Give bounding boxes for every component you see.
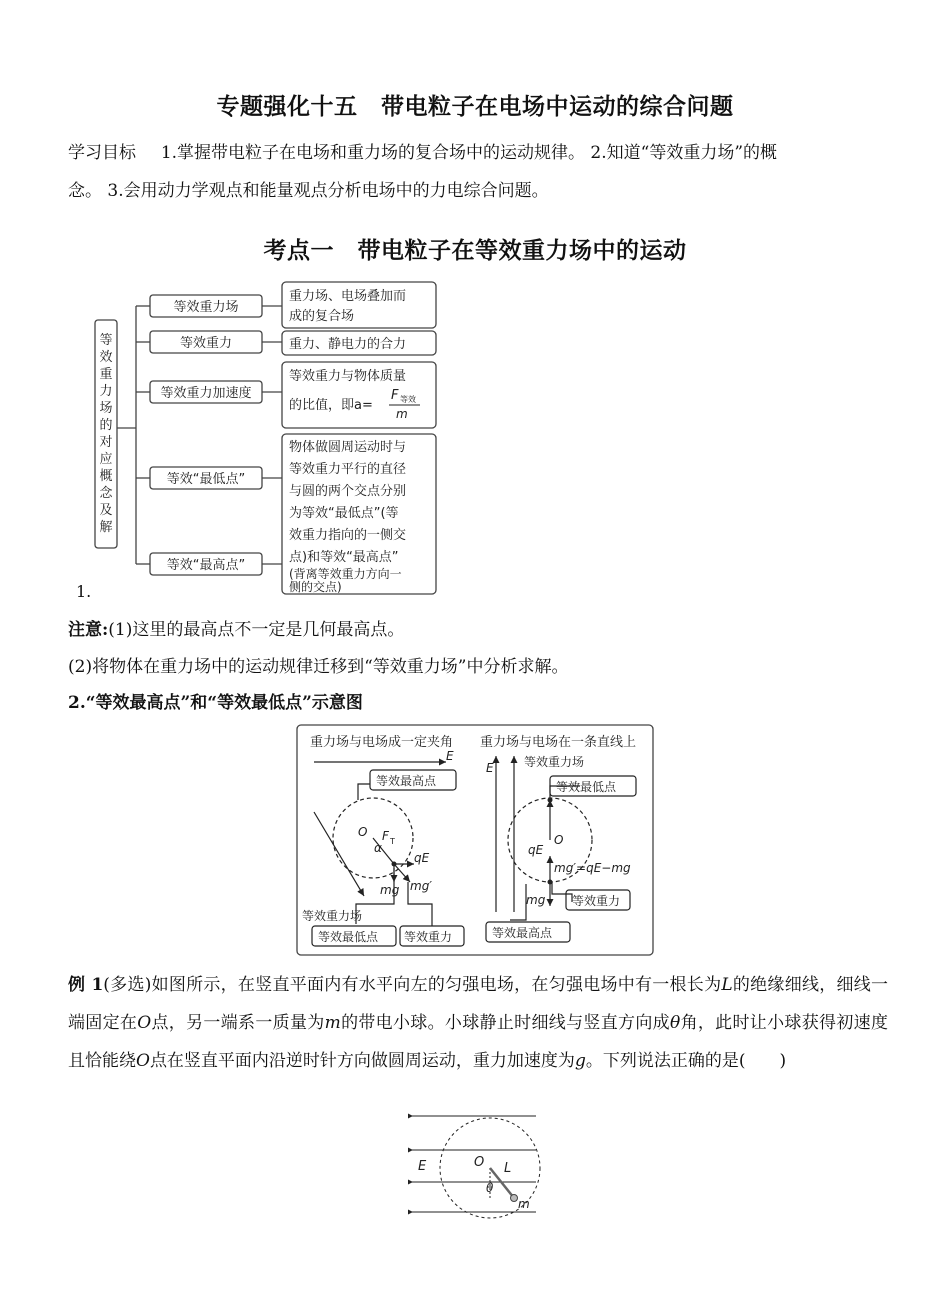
label-right-field: 等效重力场 (524, 755, 585, 769)
concept-desc: 重力、静电力的合力 (289, 337, 407, 352)
label-FT: F (382, 829, 389, 843)
root-char: 等 (99, 333, 113, 348)
label-formula: mg′=qE−mg (554, 861, 631, 875)
concept-desc: (背离等效重力方向一 (289, 567, 402, 581)
root-char: 力 (99, 384, 113, 399)
concept-desc: 与圆的两个交点分别 (289, 484, 407, 499)
label-mgp: mg′ (410, 879, 433, 893)
point2-heading: 2.“等效最高点”和“等效最低点”示意图 (68, 693, 363, 713)
var-L: L (721, 975, 733, 995)
concept-desc: 成的复合场 (289, 309, 355, 324)
concept-desc: 物体做圆周运动时与 (289, 440, 407, 455)
label-O: O (358, 825, 368, 839)
root-char: 重 (99, 367, 113, 382)
root-char: 念 (99, 486, 113, 501)
label-mg-right: mg (526, 893, 546, 907)
section-title: 考点一 带电粒子在等效重力场中的运动 (263, 238, 687, 264)
fig-m: m (518, 1197, 530, 1211)
var-g: g (574, 1051, 586, 1071)
box-gravity-right: 等效重力 (572, 894, 621, 908)
label-qE: qE (414, 851, 430, 865)
concept-label: 等效重力场 (173, 300, 239, 315)
page-title: 专题强化十五 带电粒子在电场中运动的综合问题 (216, 94, 734, 120)
concept-label: 等效“最高点” (166, 558, 246, 573)
var-m: m (324, 1013, 341, 1033)
box-highest-right: 等效最高点 (492, 926, 553, 940)
label-field-left: 等效重力场 (302, 909, 363, 923)
root-char: 的 (99, 418, 113, 433)
formula-den: m (396, 407, 408, 421)
root-char: 场 (99, 401, 113, 416)
concept-desc: 重力场、电场叠加而 (289, 289, 407, 304)
note-line-1 (68, 615, 404, 640)
root-char: 效 (99, 350, 113, 365)
example-text: 点在竖直平面内沿逆时针方向做圆周运动，重力加速度为 (149, 1051, 575, 1071)
fig-E: E (418, 1159, 427, 1174)
root-char: 应 (99, 452, 113, 467)
item-number: 1. (76, 582, 92, 601)
concept-label: 等效“最低点” (166, 472, 246, 487)
right-title: 重力场与电场在一条直线上 (480, 735, 637, 750)
note-line-2: (2)将物体在重力场中的运动规律迁移到“等效重力场”中分析求解。 (68, 657, 569, 677)
concept-desc: 点)和等效“最高点” (289, 550, 399, 565)
box-lowest-right: 等效最低点 (556, 780, 617, 794)
fig-theta: θ (486, 1181, 494, 1195)
formula-num: F (391, 388, 399, 403)
label-mg: mg (380, 883, 400, 897)
example-text: 的带电小球。小球静止时细线与竖直方向成 (340, 1013, 670, 1033)
example-tag: (多选) (103, 975, 152, 995)
box-gravity-left: 等效重力 (404, 930, 453, 944)
example-text: 角，此时让小球获得初速度且恰能绕 (68, 1013, 888, 1071)
formula-num-sub: 等效 (400, 395, 416, 404)
example-label: 例 1 (68, 975, 104, 995)
label-alpha: α (374, 841, 382, 855)
objectives-line-1 (68, 138, 777, 163)
label-FT-sub: T (390, 837, 395, 846)
concept-desc: 侧的交点) (289, 580, 342, 594)
concept-label: 等效重力加速度 (160, 386, 252, 401)
var-O: O (136, 1051, 150, 1071)
equivalent-points-diagram (296, 724, 656, 960)
label-qE-right: qE (528, 843, 544, 857)
left-title: 重力场与电场成一定夹角 (310, 735, 454, 750)
concept-label: 等效重力 (179, 336, 233, 351)
concept-desc: 等效重力与物体质量 (289, 369, 407, 384)
fig-L: L (504, 1161, 512, 1176)
fig-O: O (474, 1155, 485, 1170)
root-char: 概 (99, 469, 113, 484)
example-paragraph (68, 966, 888, 1080)
label-E: E (446, 749, 454, 763)
example-text: 。下列说法正确的是( ) (585, 1051, 787, 1071)
label-E-right: E (486, 761, 494, 775)
root-char: 及 (99, 503, 113, 518)
example-figure (408, 1108, 544, 1220)
concept-desc: 为等效“最低点”(等 (289, 506, 399, 521)
objectives-text-1: 1.掌握带电粒子在电场和重力场的复合场中的运动规律。 2.知道“等效重力场”的概 (160, 143, 778, 163)
root-char: 对 (99, 435, 113, 450)
var-O: O (137, 1013, 152, 1033)
box-lowest-left: 等效最低点 (318, 930, 379, 944)
root-char: 解 (99, 520, 113, 535)
label-O-right: O (554, 833, 564, 847)
concept-desc: 等效重力平行的直径 (289, 462, 407, 477)
example-text: 点，另一端系一质量为 (151, 1013, 325, 1033)
var-theta: θ (670, 1013, 681, 1033)
example-text: 如图所示，在竖直平面内有水平向左的匀强电场，在匀强电场中有一根长为 (151, 975, 722, 995)
concept-map (88, 278, 448, 598)
note-label: 注意: (68, 620, 109, 640)
box-highest-left: 等效最高点 (376, 774, 437, 788)
concept-desc: 效重力指向的一侧交 (289, 528, 407, 543)
note-text-1: (1)这里的最高点不一定是几何最高点。 (108, 620, 405, 640)
example-text: 细线，细线一端固定在 (68, 975, 889, 1033)
example-text: 的绝缘 (732, 975, 785, 995)
concept-desc: 的比值，即a= (289, 398, 373, 413)
objectives-label: 学习目标 (68, 143, 136, 163)
objectives-line-2: 念。 3.会用动力学观点和能量观点分析电场中的力电综合问题。 (68, 181, 549, 201)
